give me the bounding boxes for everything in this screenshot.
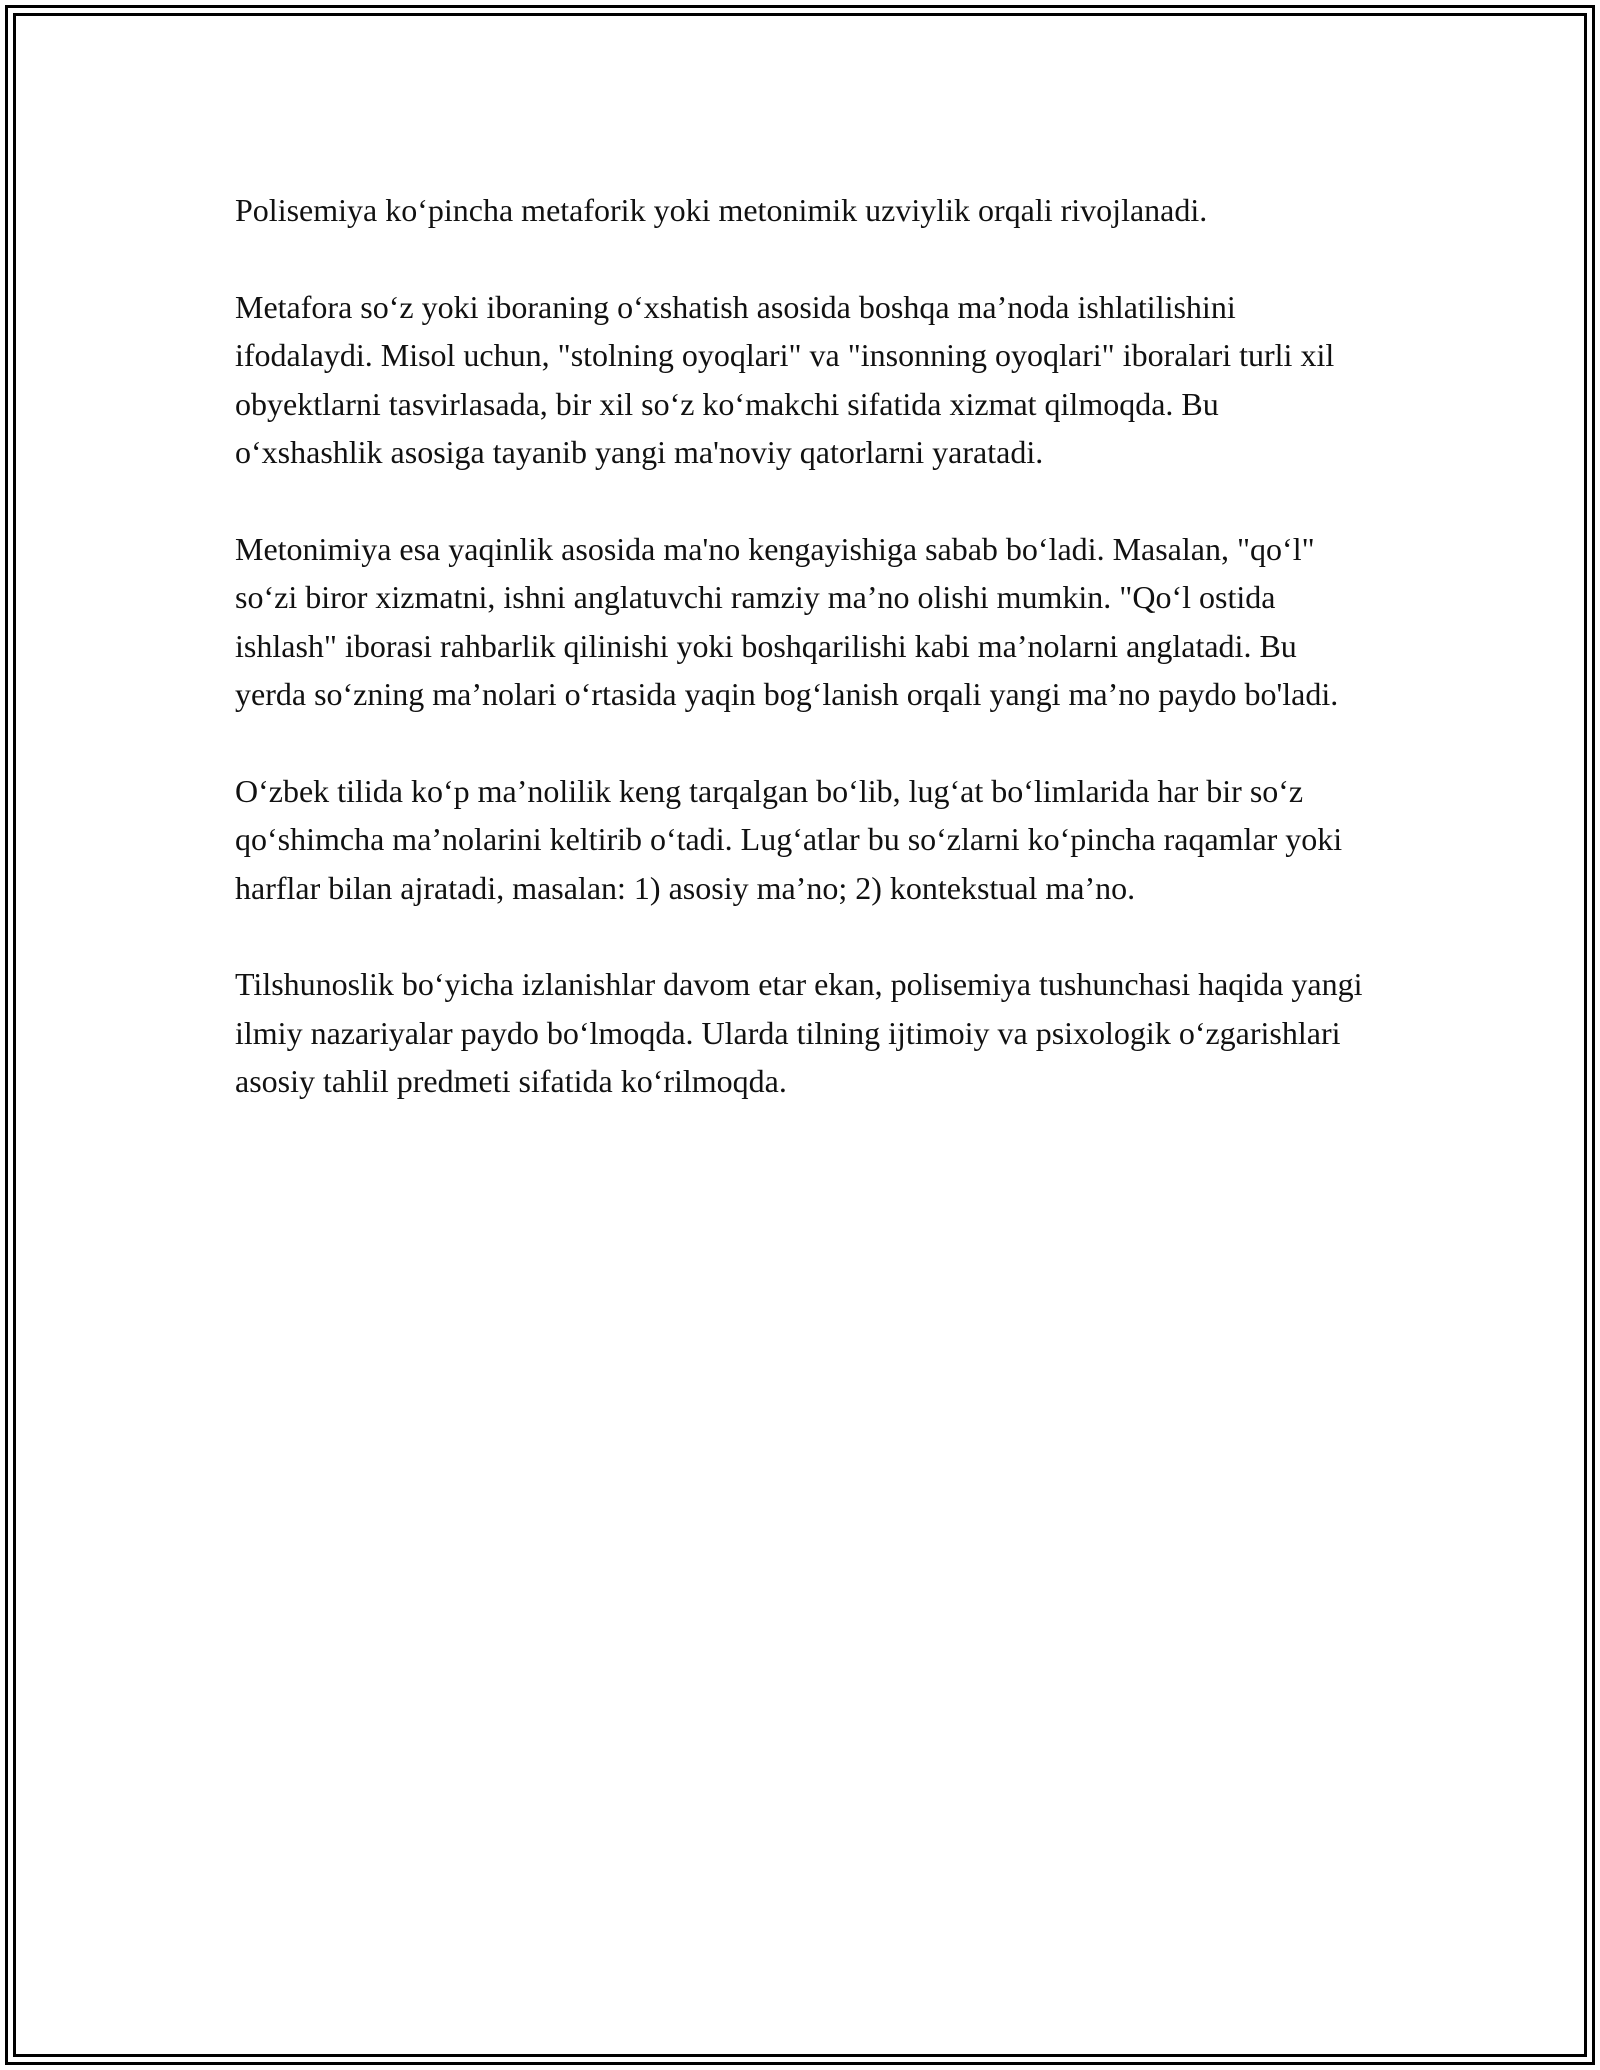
paragraph-metonymy: Metonimiya esa yaqinlik asosida ma'no kengayishiga sabab bo‘ladi. Masalan, "qo‘l" so‘zi biror xizmatni, ishni anglatuvchi ramziy ma’no olishi mumkin. "Qo‘l ostida ishlash" iborasi rahbarlik qilinishi yoki boshqarilishi kabi ma’nolarni anglatadi. Bu yerda so‘zning ma’nolari o‘rtasida yaqin bog‘lanish orqali yangi ma’no paydo bo'ladi. xyxy=(235,530,1339,713)
paragraph-linguistics-research: Tilshunoslik bo‘yicha izlanishlar davom etar ekan, polisemiya tushunchasi haqida yangi ilmiy nazariyalar paydo bo‘lmoqda. Ularda tilning ijtimoiy va psixologik o‘zgarishlari asosiy tahlil predmeti sifatida ko‘rilmoqda. xyxy=(235,966,1363,1100)
document-body xyxy=(235,186,1365,1154)
paragraph-polysemy-intro: Polisemiya ko‘pincha metaforik yoki metonimik uzviylik orqali rivojlanadi. xyxy=(235,192,1208,228)
paragraph-metaphor: Metafora so‘z yoki iboraning o‘xshatish asosida boshqa ma’noda ishlatilishini ifodalaydi. Misol uchun, "stolning oyoqlari" va "insonning oyoqlari" iboralari turli xil obyektlarni tasvirlasada, bir xil so‘z ko‘makchi sifatida xizmat qilmoqda. Bu o‘xshashlik asosiga tayanib yangi ma'noviy qatorlarni yaratadi. xyxy=(235,288,1335,471)
paragraph-uzbek-dictionaries: O‘zbek tilida ko‘p ma’nolilik keng tarqalgan bo‘lib, lug‘at bo‘limlarida har bir so‘z qo‘shimcha ma’nolarini keltirib o‘tadi. Lug‘atlar bu so‘zlarni ko‘pincha raqamlar yoki harflar bilan ajratadi, masalan: 1) asosiy ma’no; 2) kontekstual ma’no. xyxy=(235,772,1343,906)
